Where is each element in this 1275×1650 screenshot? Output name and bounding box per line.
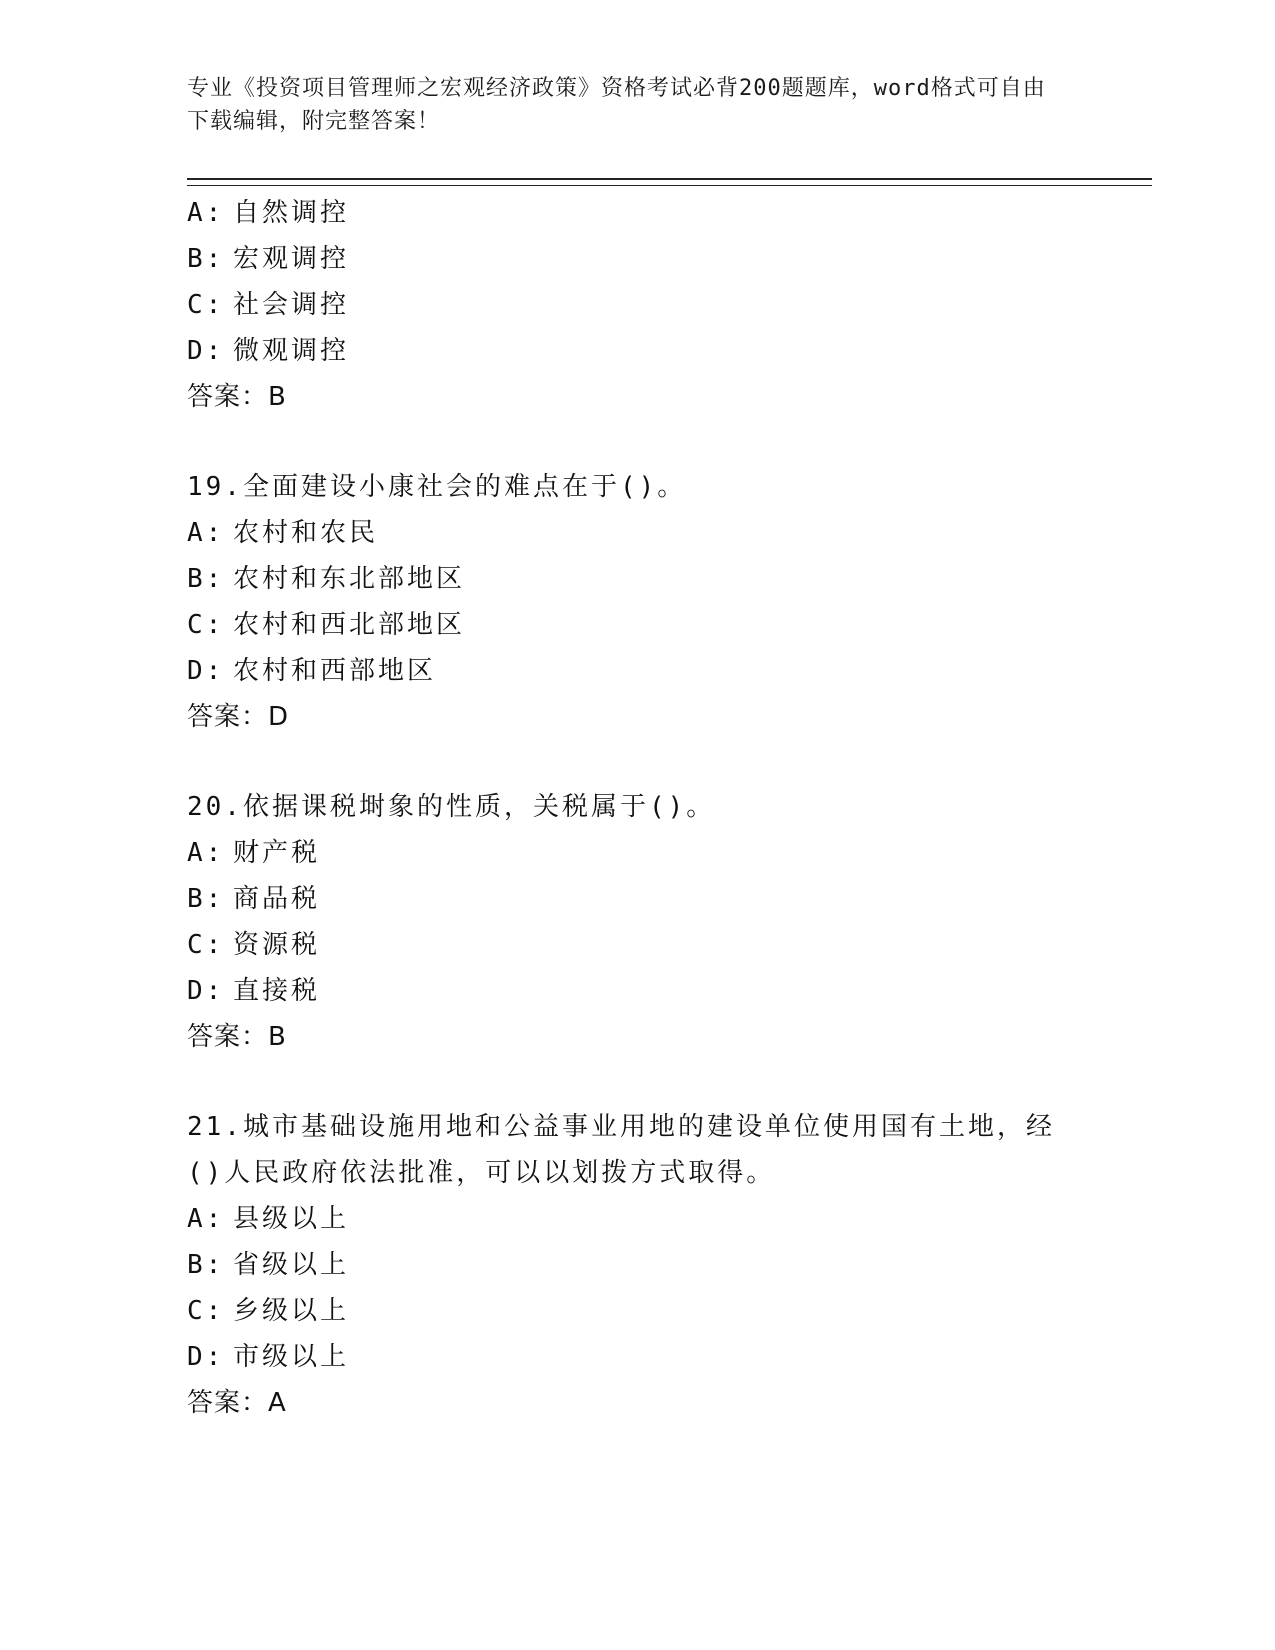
answer-line: 答案：A xyxy=(187,1388,287,1418)
option-label: C: xyxy=(187,930,225,960)
option-label: A: xyxy=(187,1204,225,1234)
option-text: 宏观调控 xyxy=(233,244,350,274)
question-stem: 21.城市基础设施用地和公益事业用地的建设单位使用国有土地，经()人民政府依法批准，可以以划拨方式取得。 xyxy=(187,1112,1055,1188)
option-text: 县级以上 xyxy=(233,1204,350,1234)
option-label: D: xyxy=(187,336,225,366)
answer-line: 答案：D xyxy=(187,702,290,732)
option-b xyxy=(187,876,1087,922)
option-text: 微观调控 xyxy=(233,336,350,366)
answer-line: 答案：B xyxy=(187,1022,287,1052)
option-label: A: xyxy=(187,198,225,228)
question-block xyxy=(187,1104,1087,1426)
option-c xyxy=(187,602,1087,648)
option-label: B: xyxy=(187,564,225,594)
option-label: C: xyxy=(187,1296,225,1326)
option-c xyxy=(187,282,1087,328)
option-a xyxy=(187,1196,1087,1242)
option-text: 市级以上 xyxy=(233,1342,350,1372)
answer-line: 答案：B xyxy=(187,382,287,412)
option-d xyxy=(187,648,1087,694)
question-stem: 19.全面建设小康社会的难点在于()。 xyxy=(187,472,687,502)
question-block xyxy=(187,784,1087,1060)
option-d xyxy=(187,328,1087,374)
option-text: 农村和西北部地区 xyxy=(233,610,466,640)
option-label: D: xyxy=(187,1342,225,1372)
option-label: B: xyxy=(187,884,225,914)
question-block xyxy=(187,464,1087,740)
option-a xyxy=(187,510,1087,556)
option-label: D: xyxy=(187,976,225,1006)
option-text: 资源税 xyxy=(233,930,321,960)
option-label: C: xyxy=(187,290,225,320)
option-label: C: xyxy=(187,610,225,640)
option-a xyxy=(187,190,1087,236)
option-a xyxy=(187,830,1087,876)
option-text: 农村和东北部地区 xyxy=(233,564,466,594)
option-text: 商品税 xyxy=(233,884,321,914)
option-text: 社会调控 xyxy=(233,290,350,320)
option-label: D: xyxy=(187,656,225,686)
option-b xyxy=(187,556,1087,602)
option-text: 农村和农民 xyxy=(233,518,379,548)
question-block xyxy=(187,190,1087,420)
spacer xyxy=(187,1060,1087,1104)
spacer xyxy=(187,740,1087,784)
option-b xyxy=(187,236,1087,282)
option-label: A: xyxy=(187,518,225,548)
option-text: 直接税 xyxy=(233,976,321,1006)
option-c xyxy=(187,1288,1087,1334)
option-text: 自然调控 xyxy=(233,198,350,228)
option-label: B: xyxy=(187,1250,225,1280)
option-text: 省级以上 xyxy=(233,1250,350,1280)
header-divider xyxy=(187,178,1152,186)
option-d xyxy=(187,968,1087,1014)
option-text: 农村和西部地区 xyxy=(233,656,437,686)
option-text: 乡级以上 xyxy=(233,1296,350,1326)
option-label: A: xyxy=(187,838,225,868)
option-c xyxy=(187,922,1087,968)
question-list xyxy=(187,190,1087,1426)
question-stem: 20.依据课税埘象的性质，关税属于()。 xyxy=(187,792,716,822)
option-text: 财产税 xyxy=(233,838,321,868)
option-d xyxy=(187,1334,1087,1380)
option-label: B: xyxy=(187,244,225,274)
option-b xyxy=(187,1242,1087,1288)
spacer xyxy=(187,420,1087,464)
page-header: 专业《投资项目管理师之宏观经济政策》资格考试必背200题题库，word格式可自由下载编辑，附完整答案！ xyxy=(187,76,1046,134)
